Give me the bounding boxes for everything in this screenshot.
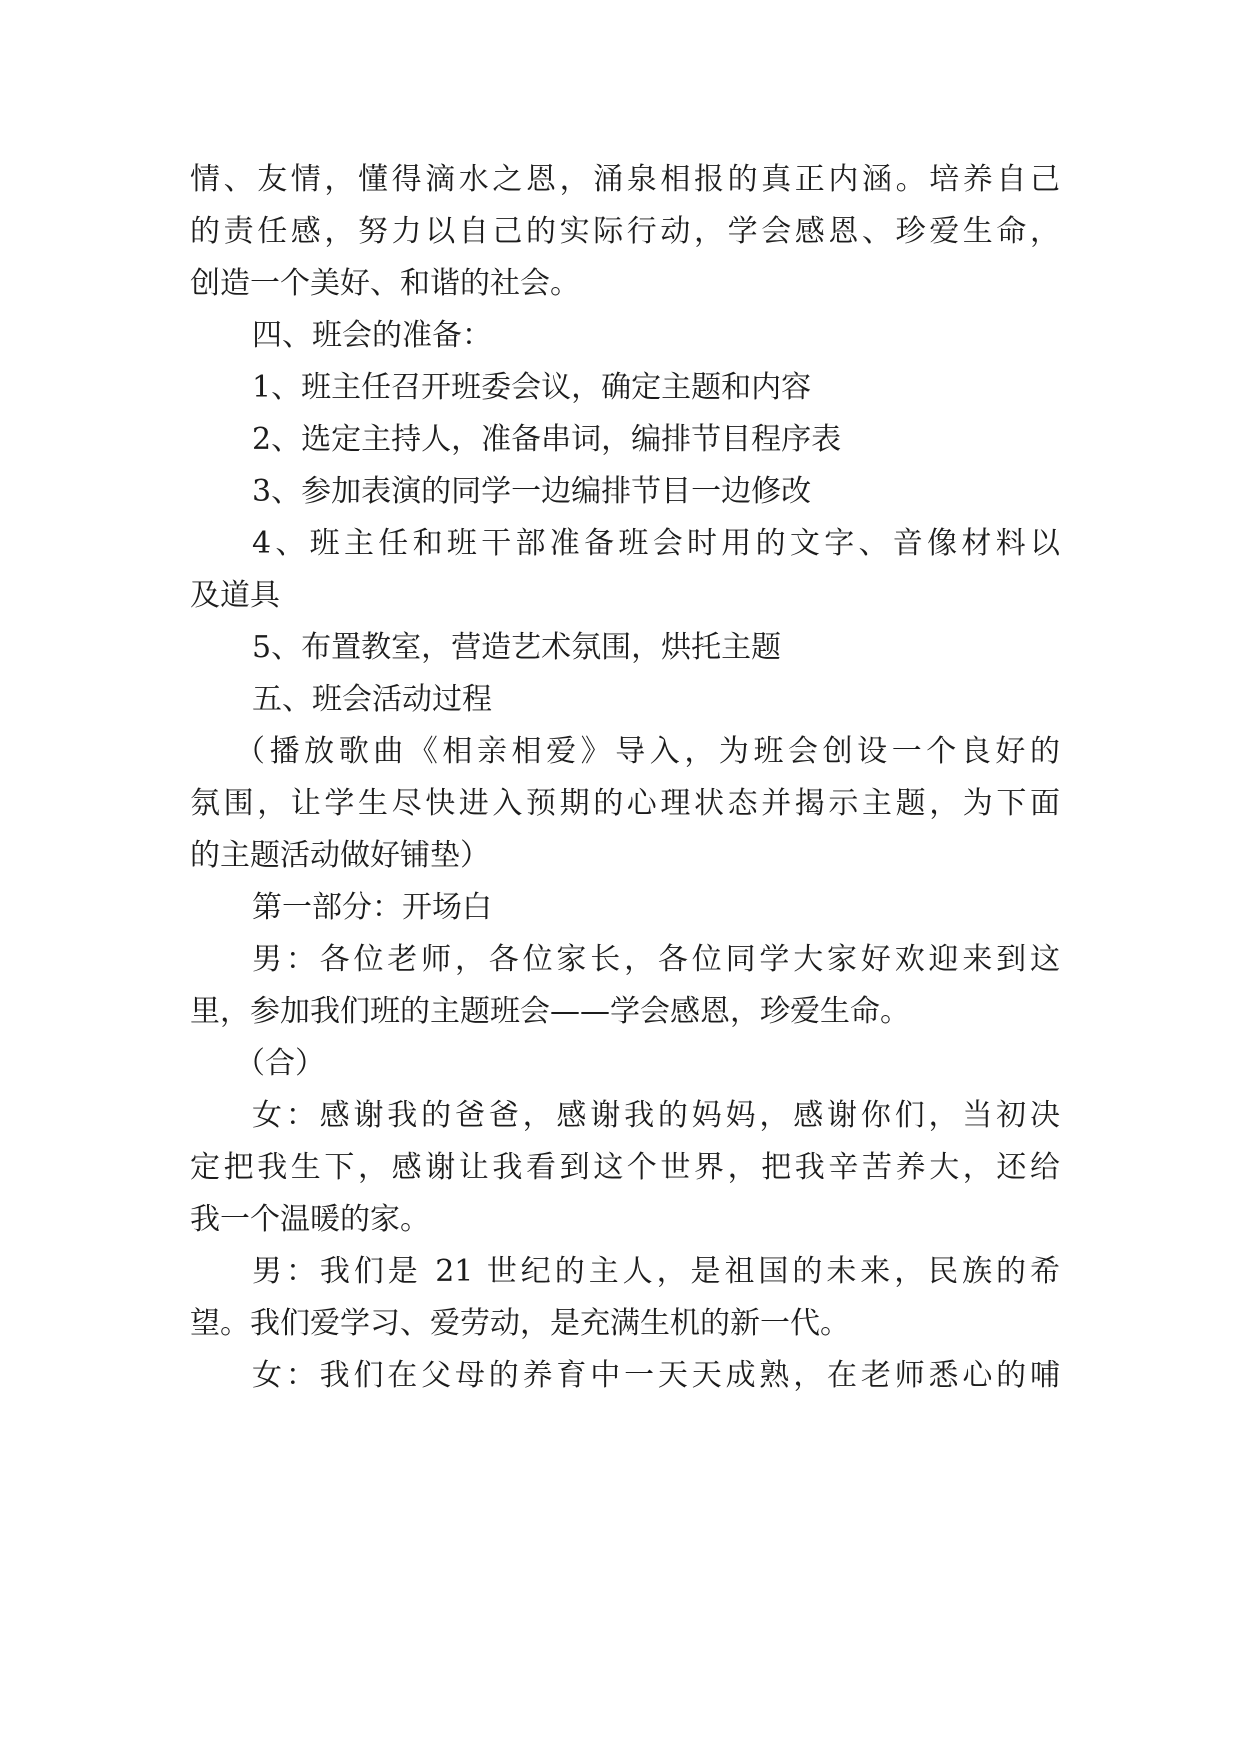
dialogue-line: 望。我们爱学习、爱劳动，是充满生机的新一代。: [190, 1306, 850, 1341]
paragraph-line: 创造一个美好、和谐的社会。: [190, 266, 580, 301]
dialogue-line: 女：我们在父母的养育中一天天成熟，在老师悉心的哺: [252, 1358, 1060, 1393]
dialogue-line: 定把我生下，感谢让我看到这个世界，把我辛苦养大，还给: [190, 1150, 1060, 1185]
stage-direction: （合）: [235, 1046, 325, 1081]
list-item: 4、班主任和班干部准备班会时用的文字、音像材料以: [252, 526, 1060, 561]
list-item-continuation: 及道具: [190, 578, 280, 613]
list-item: 1、班主任召开班委会议，确定主题和内容: [252, 370, 812, 405]
list-item: 5、布置教室，营造艺术氛围，烘托主题: [252, 630, 782, 665]
paragraph-line: 的主题活动做好铺垫）: [190, 838, 490, 873]
dialogue-line: 男：各位老师，各位家长，各位同学大家好欢迎来到这: [252, 942, 1060, 977]
paragraph-line: 情、友情，懂得滴水之恩，涌泉相报的真正内涵。培养自己: [190, 162, 1060, 197]
dialogue-line: 里，参加我们班的主题班会——学会感恩，珍爱生命。: [190, 994, 910, 1029]
dialogue-line: 女：感谢我的爸爸，感谢我的妈妈，感谢你们，当初决: [252, 1098, 1060, 1133]
list-item: 3、参加表演的同学一边编排节目一边修改: [252, 474, 812, 509]
section-heading: 五、班会活动过程: [252, 682, 492, 717]
section-heading: 第一部分：开场白: [252, 890, 492, 925]
dialogue-line: 男：我们是 21 世纪的主人，是祖国的未来，民族的希: [252, 1254, 1060, 1289]
list-item: 2、选定主持人，准备串词，编排节目程序表: [252, 422, 842, 457]
section-heading: 四、班会的准备：: [252, 318, 492, 353]
paragraph-line: 氛围，让学生尽快进入预期的心理状态并揭示主题，为下面: [190, 786, 1060, 821]
dialogue-line: 我一个温暖的家。: [190, 1202, 430, 1237]
paragraph-line: 的责任感，努力以自己的实际行动，学会感恩、珍爱生命，: [190, 214, 1060, 249]
paragraph-line: （播放歌曲《相亲相爱》导入，为班会创设一个良好的: [235, 734, 1060, 769]
